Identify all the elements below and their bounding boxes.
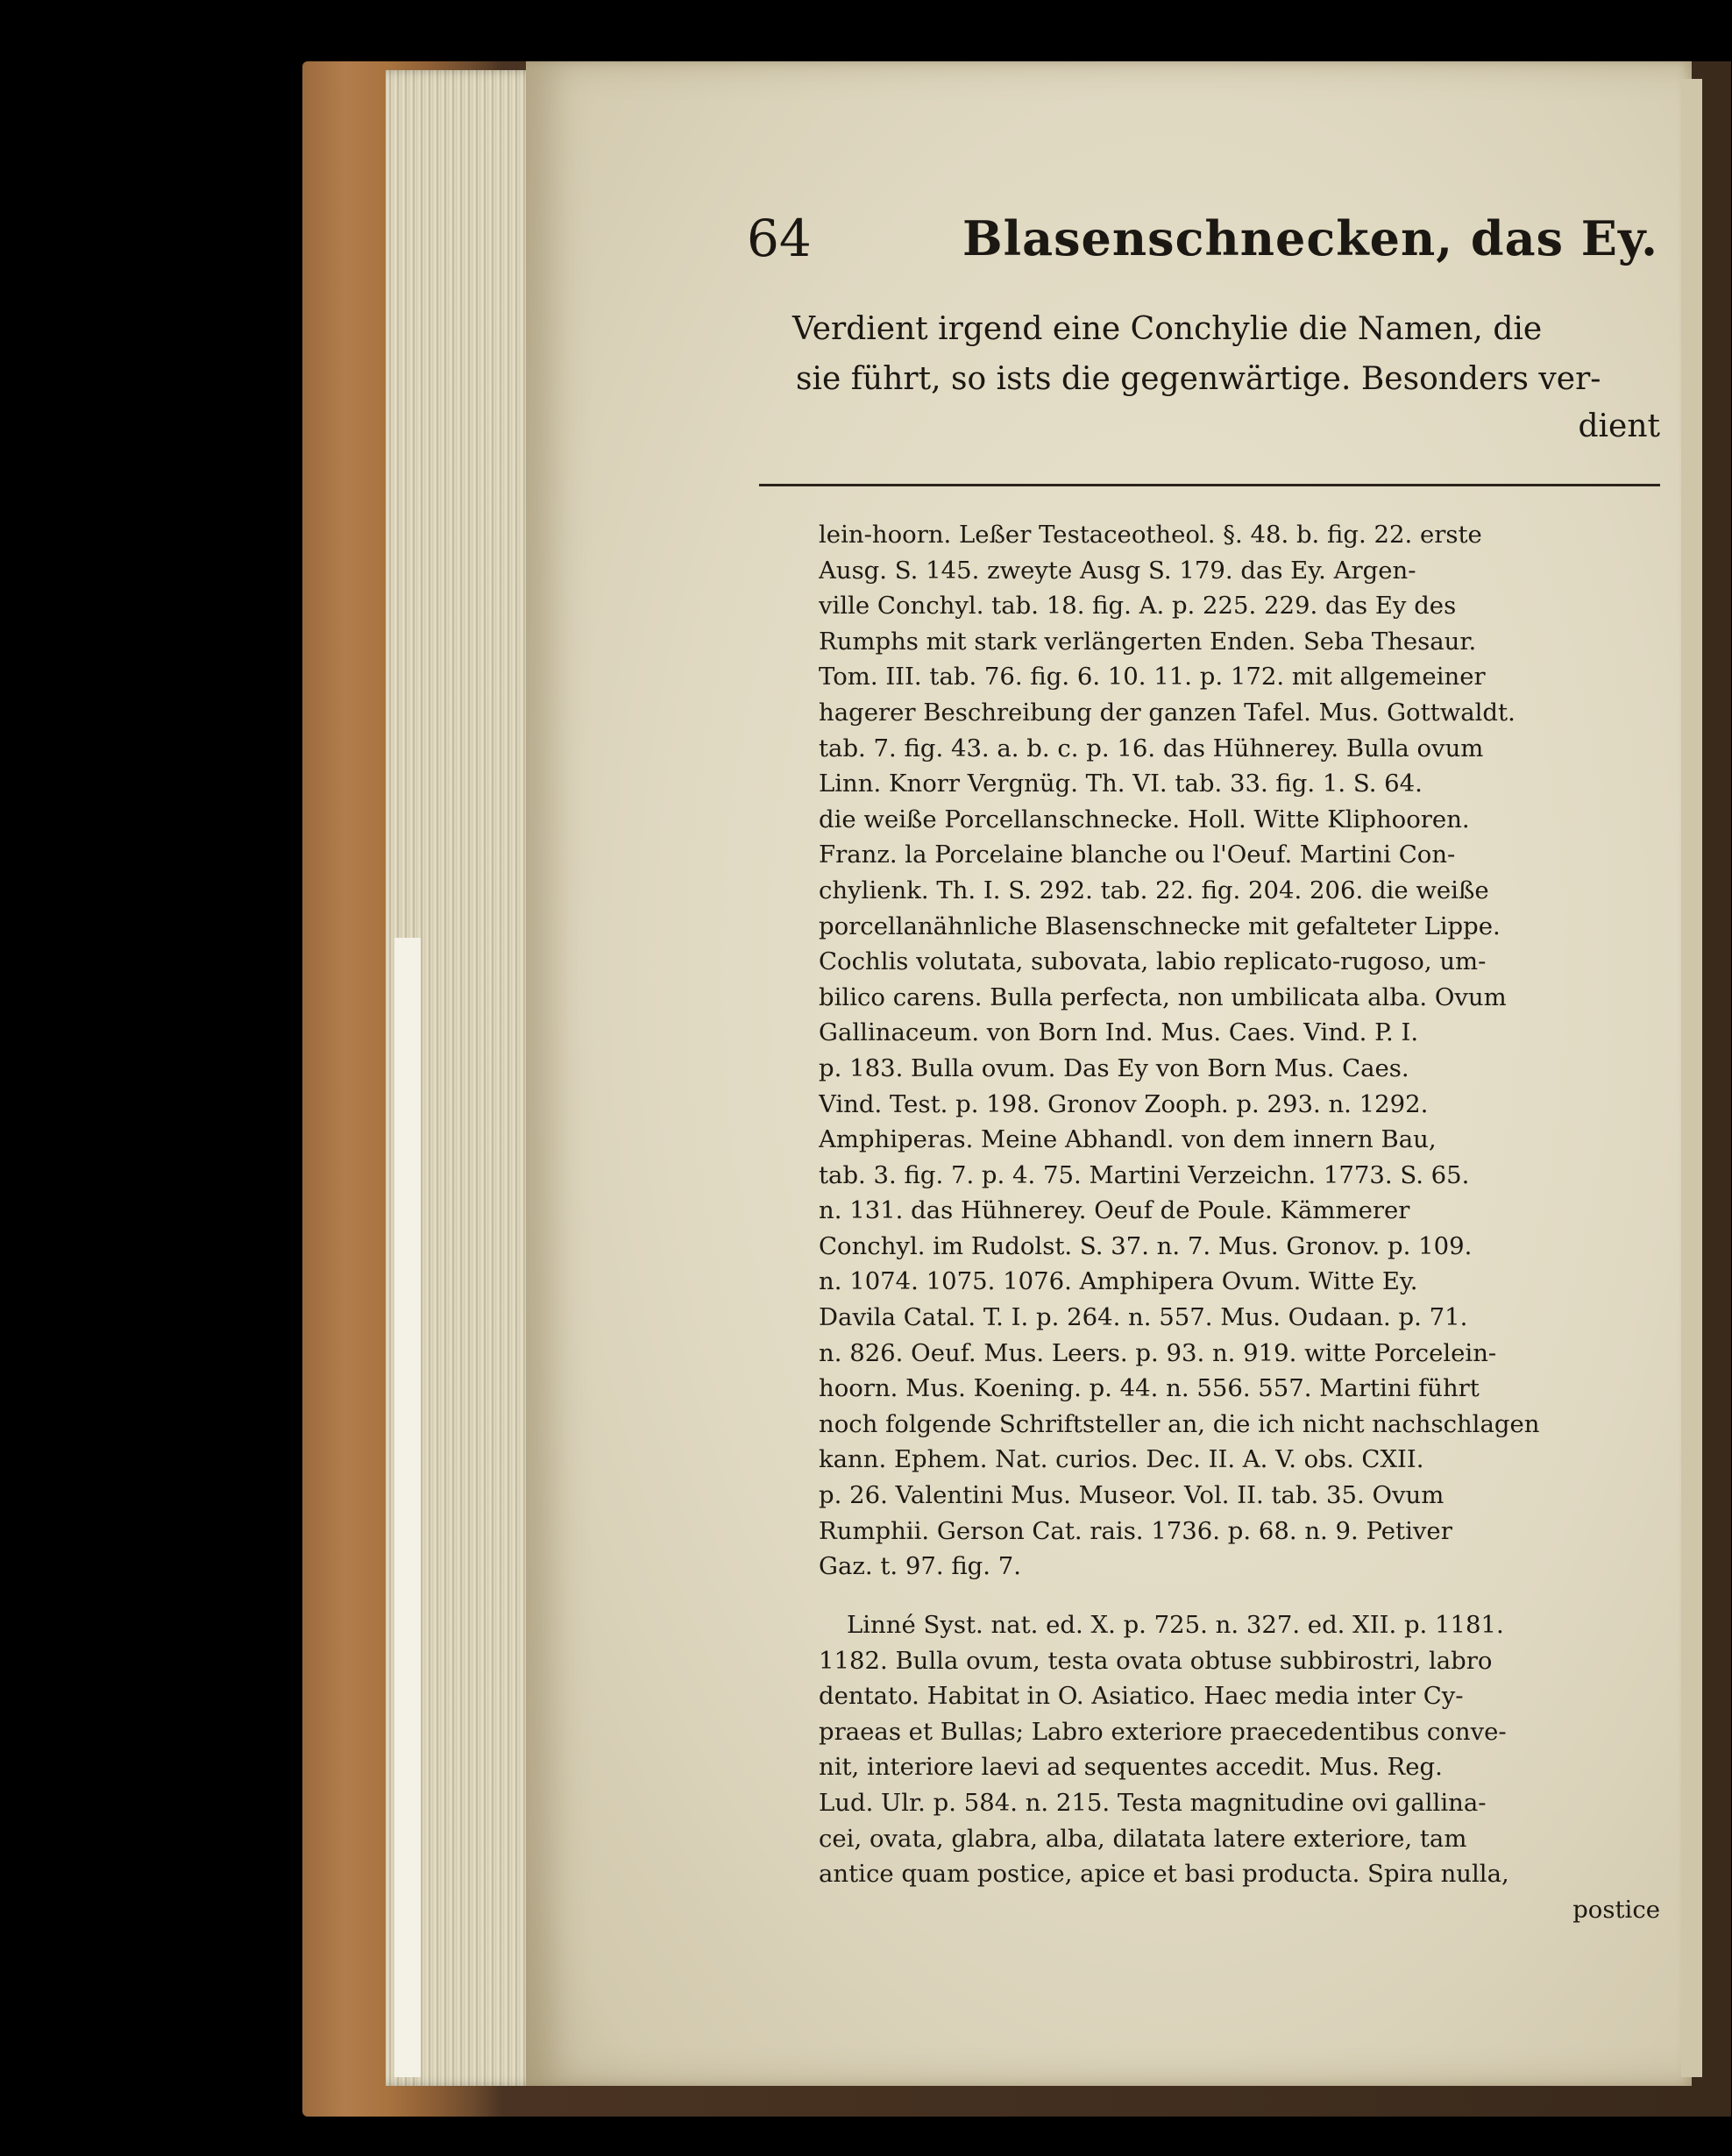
footnote-line: tab. 3. fig. 7. p. 4. 75. Martini Verzeichn. 1773. S. 65. xyxy=(819,1160,1470,1189)
linne-line: nit, interiore laevi ad sequentes accedit. Mus. Reg. xyxy=(819,1753,1443,1782)
footnote-rule xyxy=(759,484,1660,486)
footnote-line: chylienk. Th. I. S. 292. tab. 22. fig. 204. 206. die weiße xyxy=(819,876,1489,904)
footnote-line: n. 1074. 1075. 1076. Amphipera Ovum. Witte Ey. xyxy=(819,1267,1418,1296)
footnote-line: kann. Ephem. Nat. curios. Dec. II. A. V. obs. CXII. xyxy=(819,1445,1424,1474)
footnote-block xyxy=(819,517,1660,1585)
intro-line: sie führt, so ists die gegenwärtige. Besonders ver- xyxy=(796,361,1601,397)
footnote-line: ville Conchyl. tab. 18. fig. A. p. 225. 229. das Ey des xyxy=(819,592,1457,621)
linne-line: Linné Syst. nat. ed. X. p. 725. n. 327. ed. XII. p. 1181. xyxy=(847,1611,1504,1639)
linne-line: Lud. Ulr. p. 584. n. 215. Testa magnitudine ovi gallina- xyxy=(819,1788,1487,1817)
intro-line: dient xyxy=(1578,408,1660,444)
footnote-line: Franz. la Porcelaine blanche ou l'Oeuf. Martini Con- xyxy=(819,840,1456,869)
linne-line: antice quam postice, apice et basi producta. Spira nulla, xyxy=(819,1860,1509,1889)
footnote-line: noch folgende Schriftsteller an, die ich nicht nachschlagen xyxy=(819,1409,1540,1438)
linne-line: praeas et Bullas; Labro exteriore praecedentibus conve- xyxy=(819,1717,1507,1746)
footnote-line: Davila Catal. T. I. p. 264. n. 557. Mus. Oudaan. p. 71. xyxy=(819,1303,1468,1332)
running-title: Blasenschnecken, das Ey. xyxy=(962,210,1658,266)
footnote-line: Rumphii. Gerson Cat. rais. 1736. p. 68. n. 9. Petiver xyxy=(819,1516,1452,1545)
footnote-line: Cochlis volutata, subovata, labio replicato-rugoso, um- xyxy=(819,947,1487,976)
footnote-line: Gaz. t. 97. fig. 7. xyxy=(819,1552,1022,1581)
footnote-line: n. 131. das Hühnerey. Oeuf de Poule. Kämmerer xyxy=(819,1196,1410,1225)
footnote-line: bilico carens. Bulla perfecta, non umbilicata alba. Ovum xyxy=(819,982,1507,1011)
linne-citation-block xyxy=(819,1607,1660,1927)
footnote-line: Gallinaceum. von Born Ind. Mus. Caes. Vind. P. I. xyxy=(819,1018,1419,1047)
footnote-line: porcellanähnliche Blasenschnecke mit gefalteter Lippe. xyxy=(819,911,1501,940)
page-number: 64 xyxy=(747,209,812,268)
intro-line: Verdient irgend eine Conchylie die Namen, die xyxy=(792,311,1543,347)
footnote-line: Amphiperas. Meine Abhandl. von dem innern Bau, xyxy=(819,1125,1437,1154)
linne-line: postice xyxy=(1572,1895,1660,1924)
next-page-edge xyxy=(1681,79,1702,2077)
footnote-line: Vind. Test. p. 198. Gronov Zooph. p. 293. n. 1292. xyxy=(819,1089,1429,1118)
footnote-line: p. 183. Bulla ovum. Das Ey von Born Mus. Caes. xyxy=(819,1053,1409,1082)
footnote-line: Tom. III. tab. 76. fig. 6. 10. 11. p. 172. mit allgemeiner xyxy=(819,663,1486,691)
linne-line: dentato. Habitat in O. Asiatico. Haec media inter Cy- xyxy=(819,1682,1464,1711)
footnote-line: die weiße Porcellanschnecke. Holl. Witte Kliphooren. xyxy=(819,805,1470,833)
footnote-line: Ausg. S. 145. zweyte Ausg S. 179. das Ey. Argen- xyxy=(819,556,1416,585)
footnote-line: lein-hoorn. Leßer Testaceotheol. §. 48. b. fig. 22. erste xyxy=(819,521,1482,549)
footnote-line: Linn. Knorr Vergnüg. Th. VI. tab. 33. fig. 1. S. 64. xyxy=(819,769,1423,798)
inserted-sheet xyxy=(394,938,421,2077)
footnote-line: p. 26. Valentini Mus. Museor. Vol. II. tab. 35. Ovum xyxy=(819,1481,1445,1510)
footnote-line: hagerer Beschreibung der ganzen Tafel. Mus. Gottwaldt. xyxy=(819,698,1516,727)
linne-line: 1182. Bulla ovum, testa ovata obtuse subbirostri, labro xyxy=(819,1646,1493,1675)
footnote-line: Conchyl. im Rudolst. S. 37. n. 7. Mus. Gronov. p. 109. xyxy=(819,1231,1473,1260)
footnote-line: Rumphs mit stark verlängerten Enden. Seba Thesaur. xyxy=(819,627,1477,656)
footnote-line: n. 826. Oeuf. Mus. Leers. p. 93. n. 919. witte Porcelein- xyxy=(819,1338,1497,1367)
footnote-line: hoorn. Mus. Koening. p. 44. n. 556. 557. Martini führt xyxy=(819,1374,1480,1403)
linne-line: cei, ovata, glabra, alba, dilatata latere exteriore, tam xyxy=(819,1824,1467,1853)
footnote-line: tab. 7. fig. 43. a. b. c. p. 16. das Hühnerey. Bulla ovum xyxy=(819,734,1484,762)
